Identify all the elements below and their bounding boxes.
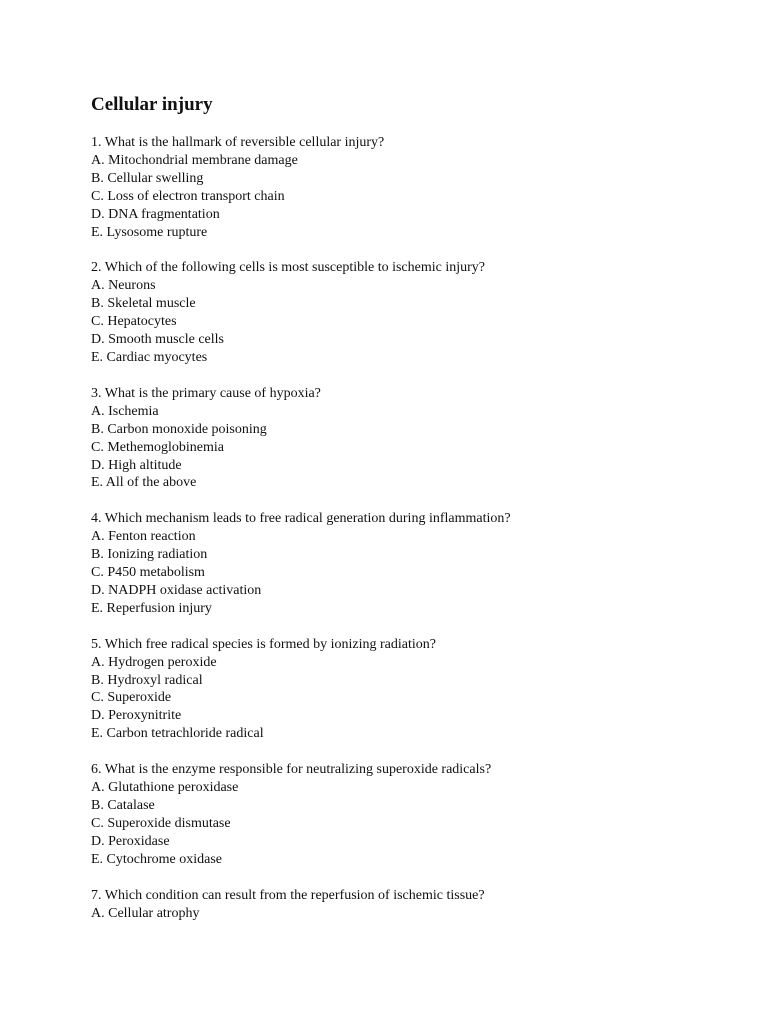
answer-option: A. Mitochondrial membrane damage bbox=[91, 152, 298, 168]
question-prompt: 7. Which condition can result from the reperfusion of ischemic tissue? bbox=[91, 887, 485, 903]
question-block bbox=[91, 761, 731, 868]
answer-option: B. Cellular swelling bbox=[91, 170, 204, 186]
document-title: Cellular injury bbox=[91, 94, 213, 115]
question-prompt: 5. Which free radical species is formed by ionizing radiation? bbox=[91, 636, 436, 652]
question-prompt: 3. What is the primary cause of hypoxia? bbox=[91, 385, 321, 401]
answer-option: B. Skeletal muscle bbox=[91, 296, 196, 312]
question-block bbox=[91, 636, 731, 743]
question-block bbox=[91, 134, 731, 241]
answer-option: C. Loss of electron transport chain bbox=[91, 188, 285, 204]
answer-option: A. Hydrogen peroxide bbox=[91, 654, 217, 670]
answer-option: C. Hepatocytes bbox=[91, 314, 177, 330]
question-block bbox=[91, 259, 731, 366]
answer-option: E. Cardiac myocytes bbox=[91, 349, 208, 365]
answer-option: D. NADPH oxidase activation bbox=[91, 582, 262, 598]
question-prompt: 1. What is the hallmark of reversible cellular injury? bbox=[91, 135, 385, 150]
question-block bbox=[91, 385, 731, 492]
question-block bbox=[91, 887, 731, 923]
answer-option: B. Catalase bbox=[91, 798, 155, 813]
question-prompt: 6. What is the enzyme responsible for neutralizing superoxide radicals? bbox=[91, 762, 492, 778]
question-prompt: 2. Which of the following cells is most susceptible to ischemic injury? bbox=[91, 260, 486, 276]
answer-option: E. Cytochrome oxidase bbox=[91, 851, 223, 867]
question-list bbox=[91, 134, 731, 922]
answer-option: D. High altitude bbox=[91, 457, 182, 473]
question-prompt: 4. Which mechanism leads to free radical generation during inflammation? bbox=[91, 511, 511, 527]
answer-option: D. Peroxidase bbox=[91, 833, 170, 849]
answer-option: A. Neurons bbox=[91, 278, 156, 294]
question-block bbox=[91, 510, 731, 617]
answer-option: C. Superoxide dismutase bbox=[91, 815, 231, 831]
answer-option: D. DNA fragmentation bbox=[91, 206, 220, 222]
answer-option: E. Reperfusion injury bbox=[91, 600, 212, 616]
answer-option: D. Peroxynitrite bbox=[91, 708, 182, 724]
answer-option: E. All of the above bbox=[91, 475, 197, 491]
answer-option: A. Cellular atrophy bbox=[91, 905, 200, 921]
answer-option: A. Ischemia bbox=[91, 403, 159, 419]
answer-option: B. Ionizing radiation bbox=[91, 547, 208, 563]
answer-option: D. Smooth muscle cells bbox=[91, 332, 224, 348]
answer-option: B. Carbon monoxide poisoning bbox=[91, 421, 267, 437]
answer-option: B. Hydroxyl radical bbox=[91, 672, 203, 688]
document-page bbox=[91, 92, 731, 940]
answer-option: A. Glutathione peroxidase bbox=[91, 780, 239, 796]
answer-option: C. Superoxide bbox=[91, 690, 172, 706]
answer-option: C. P450 metabolism bbox=[91, 565, 205, 581]
answer-option: C. Methemoglobinemia bbox=[91, 439, 224, 455]
answer-option: E. Lysosome rupture bbox=[91, 224, 208, 240]
answer-option: A. Fenton reaction bbox=[91, 529, 196, 545]
answer-option: E. Carbon tetrachloride radical bbox=[91, 726, 264, 742]
